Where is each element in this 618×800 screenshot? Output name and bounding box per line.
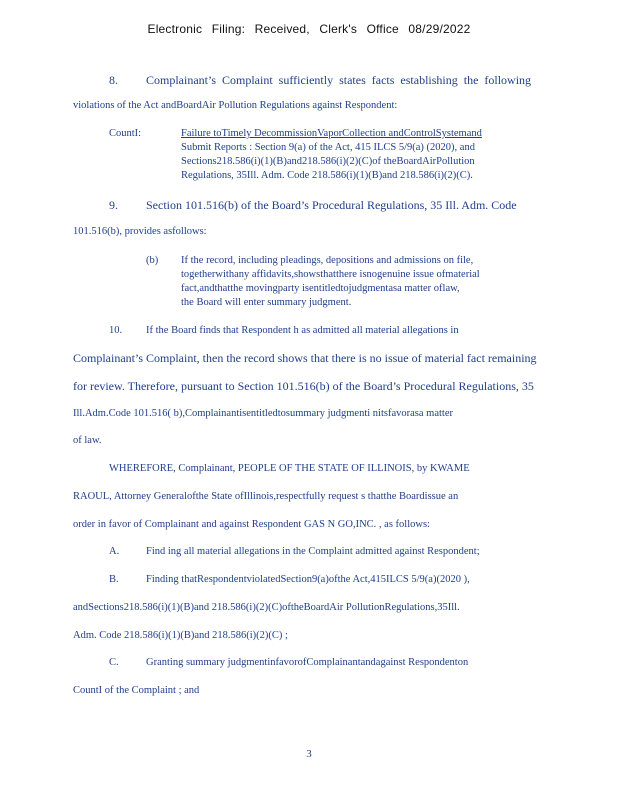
paragraph-10-line-5: of law. [73, 435, 102, 446]
item-a-label: A. [109, 546, 120, 557]
wherefore-line-1: WHEREFORE, Complainant, PEOPLE OF THE STATE OF ILLINOIS, by KWAME [109, 463, 470, 474]
item-c-line-2: CountI of the Complaint ; and [73, 685, 200, 696]
paragraph-10-number: 10. [109, 325, 123, 336]
count-line-3: Sections218.586(i)(1)(B)and218.586(i)(2)(C)of theBoardAirPollution [181, 156, 475, 167]
item-b-line-3: Adm. Code 218.586(i)(1)(B)and 218.586(i)(2)(C) ; [73, 630, 288, 641]
paragraph-8-number: 8. [109, 73, 118, 87]
quote-label: (b) [146, 255, 159, 266]
paragraph-8-line-2: violations of the Act andBoardAir Pollution Regulations against Respondent: [73, 100, 398, 111]
item-c-line-1: Granting summary judgmentinfavorofComplainantandagainst Respondenton [146, 657, 469, 668]
paragraph-9-line-1: Section 101.516(b) of the Board’s Procedural Regulations, 35 Ill. Adm. Code [146, 198, 517, 212]
paragraph-8-line-1: Complainant’s Complaint sufficiently states facts establishing the following [146, 73, 532, 87]
item-b-label: B. [109, 574, 119, 585]
item-b-line-1: Finding thatRespondentviolatedSection9(a)ofthe Act,415ILCS 5/9(a)(2020 ), [146, 574, 470, 585]
quote-line-2: togetherwithany affidavits,showsthatthere isnogenuine issue ofmaterial [181, 269, 480, 280]
item-a-line-1: Find ing all material allegations in the Complaint admitted against Respondent; [146, 546, 480, 557]
paragraph-9-number: 9. [109, 198, 118, 212]
item-c-label: C. [109, 657, 119, 668]
count-label: CountI: [109, 128, 142, 139]
count-line-4: Regulations, 35Ill. Adm. Code 218.586(i)(1)(B)and 218.586(i)(2)(C). [181, 170, 473, 181]
paragraph-10-line-4: Ill.Adm.Code 101.516( b),Complainantisentitledtosummary judgmenti nitsfavorasa matter [73, 408, 453, 419]
paragraph-9-line-2: 101.516(b), provides asfollows: [73, 226, 207, 237]
quote-line-4: the Board will enter summary judgment. [181, 297, 352, 308]
count-line-1: Failure toTimely DecommissionVaporCollection andControlSystemand [181, 128, 482, 139]
paragraph-10-line-1: If the Board finds that Respondent h as admitted all material allegations in [146, 325, 459, 336]
count-line-2: Submit Reports : Section 9(a) of the Act, 415 ILCS 5/9(a) (2020), and [181, 142, 475, 153]
quote-line-3: fact,andthatthe movingparty isentitledtojudgmentasa matter oflaw, [181, 283, 460, 294]
wherefore-line-2: RAOUL, Attorney Generalofthe State ofIllinois,respectfully request s thatthe Boardissue an [73, 491, 459, 502]
wherefore-line-3: order in favor of Complainant and against Respondent GAS N GO,INC. , as follows: [73, 519, 430, 530]
paragraph-10-line-2: Complainant’s Complaint, then the record shows that there is no issue of material fact remaining [73, 351, 537, 365]
page-number: 3 [306, 748, 312, 760]
paragraph-10-line-3: for review. Therefore, pursuant to Section 101.516(b) of the Board’s Procedural Regulations, 35 [73, 379, 534, 393]
item-b-line-2: andSections218.586(i)(1)(B)and 218.586(i)(2)(C)oftheBoardAir PollutionRegulations,35Ill. [73, 602, 460, 613]
quote-line-1: If the record, including pleadings, depositions and admissions on file, [181, 255, 474, 266]
filing-header: Electronic Filing: Received, Clerk's Office 08/29/2022 [147, 22, 471, 36]
